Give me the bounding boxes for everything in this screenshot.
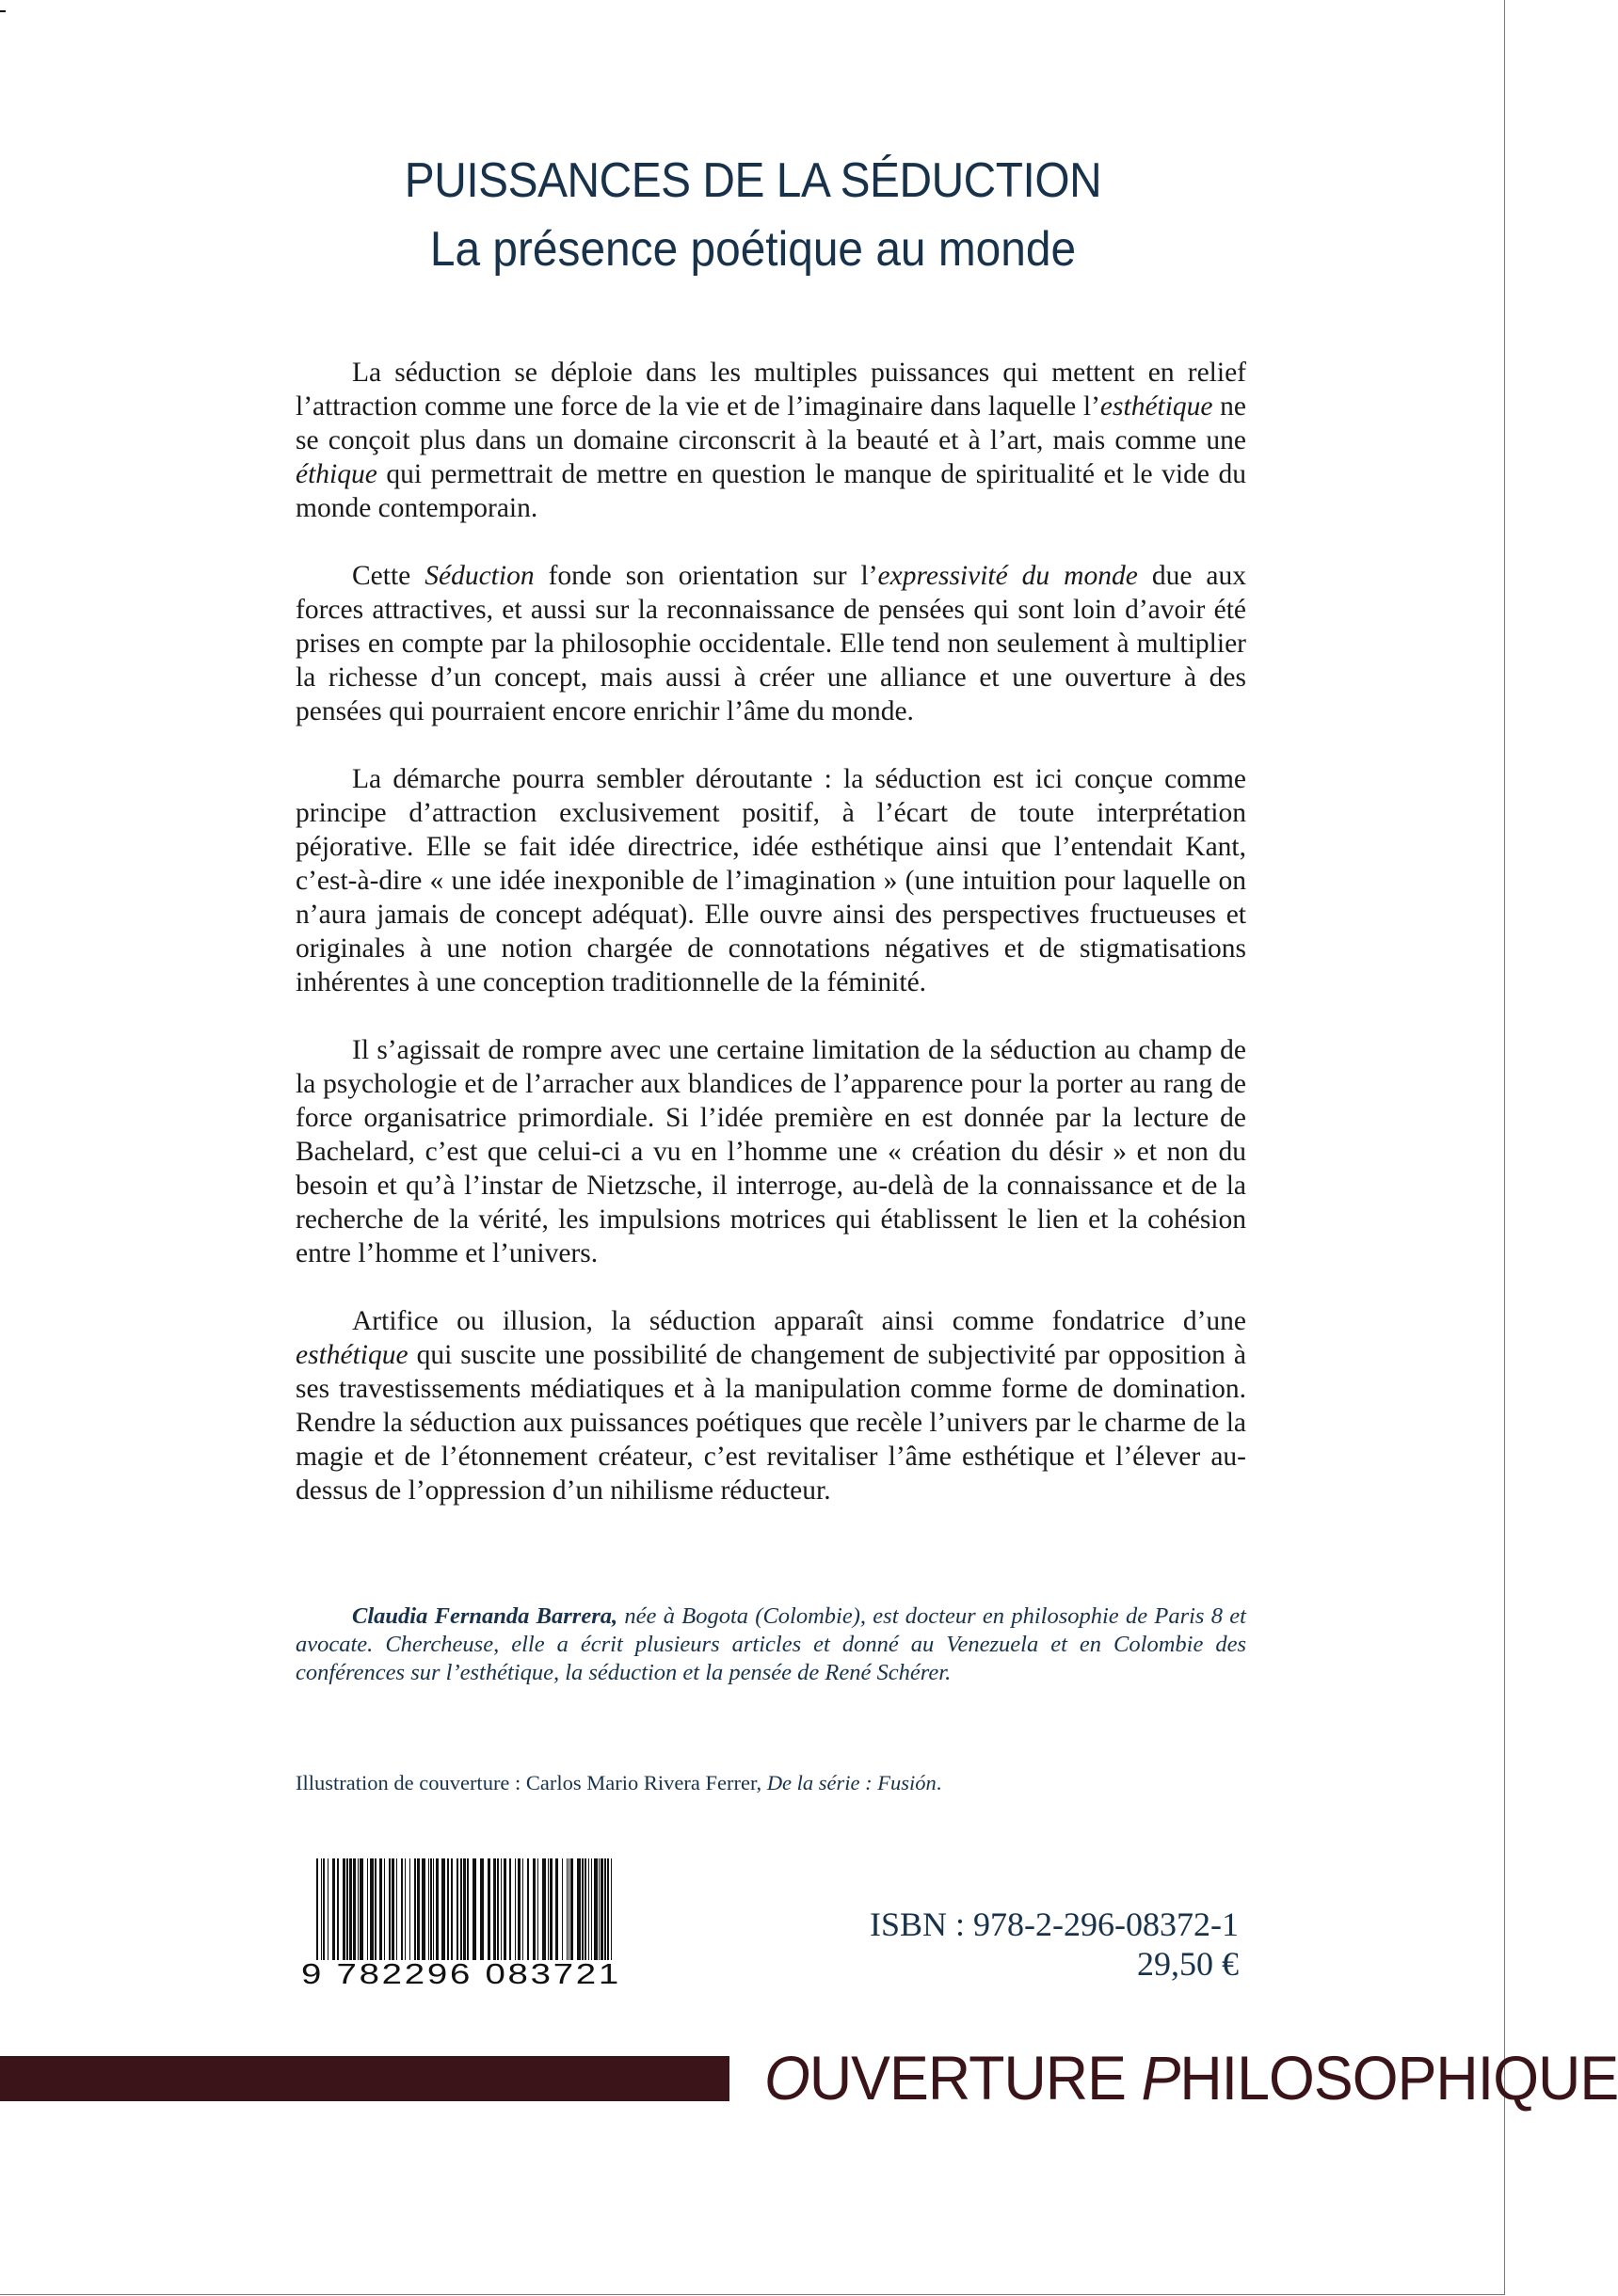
barcode-bar [533,1858,536,1960]
text-run-0: Cette [352,561,425,591]
barcode-bar [467,1858,469,1960]
text-run-2: qui suscite une possibilité de changement de subjectivité par opposition à ses travestissements médiatiques et à la manipulation comme forme de domination. Rendre la séduction aux puissances poétiques que recèle l’univers par le charme de la magie et de l’étonnement créateur, c’est revitaliser l’âme esthétique et l’élever au-dessus de l’oppression d’un nihilisme réducteur. [296,1340,1246,1506]
barcode-bars [316,1858,612,1973]
barcode-bar [488,1858,490,1960]
blurb [296,356,1246,1541]
barcode-bar [515,1858,516,1960]
barcode-bar [367,1858,368,1960]
price: 29,50 € [1137,1945,1239,1983]
author-bio-text: née à Bogota (Colombie), est docteur en philosophie de Paris 8 et avocate. Chercheuse, elle a écrit plusieurs articles et donné au Venezuela et en Colombie des conférences sur l’esthétique, la séduction et la pensée de René Schérer. [296,1603,1246,1685]
text-run-4: qui permettrait de mettre en question le manque de spiritualité et le vide du monde contemporain. [296,459,1246,523]
barcode-bar [451,1858,453,1960]
series-initial-o: O [764,2043,809,2113]
italic-run-1: esthétique [296,1340,409,1370]
barcode-bar [518,1858,521,1973]
barcode-bar [501,1858,502,1960]
author-bio [296,1602,1246,1687]
barcode-bar [493,1858,496,1960]
text-run-2: fonde son orientation sur l’ [534,561,878,591]
italic-run-3: expressivité du monde [877,561,1138,591]
italic-run-3: éthique [296,459,377,489]
paragraph-3: La démarche pourra sembler déroutante : la séduction est ici conçue comme principe d’attraction exclusivement positif, à l’écart de toute interprétation péjorative. Elle se fait idée directrice, idée esthétique ainsi que l’entendait Kant, c’est-à-dire « une idée inexponible de l’imagination » (une intuition pour laquelle on n’aura jamais de concept adéquat). Elle ouvre ainsi des perspectives fructueuses et originales à une notion chargée de connotations négatives et de stigmatisations inhérentes à une conception traditionnelle de la féminité. [296,764,1246,997]
barcode-bar [422,1858,425,1960]
illustration-work: De la série : Fusión [766,1771,937,1794]
barcode-bar [430,1858,432,1960]
barcode-bar [384,1858,385,1960]
illustration-label: Illustration de couverture : Carlos Mario Rivera Ferrer, [296,1771,767,1794]
barcode-bar [457,1858,458,1960]
barcode-bar [360,1858,363,1960]
barcode-bar [473,1858,476,1960]
barcode-bar [594,1858,598,1960]
barcode-bar [392,1858,394,1960]
barcode-bar [463,1858,466,1960]
barcode-bar [349,1858,352,1960]
barcode-bar [555,1858,558,1960]
text-run-4: due aux forces attractives, et aussi sur la reconnaissance de pensées qui sont loin d’avoir été prises en compte par la philosophie occidentale. Elle tend non seulement à multiplier la richesse d’un concept, mais aussi à créer une alliance et une ouverture à des pensées qui pourraient encore enrichir l’âme du monde. [296,561,1246,726]
barcode-bar [428,1858,429,1960]
barcode-bar [414,1858,416,1960]
text-run-2: ne se conçoit plus dans un domaine circonscrit à la beauté et à l’art, mais comme une [296,391,1247,455]
illustration-end: . [936,1771,942,1794]
barcode-bar [550,1858,553,1960]
barcode-bar [417,1858,420,1960]
barcode-bar [346,1858,348,1960]
barcode-bar [436,1858,439,1960]
barcode-bar [460,1858,462,1960]
barcode-bar [480,1858,484,1960]
title-main: PUISSANCES DE LA SÉDUCTION [404,153,1102,208]
barcode-bar [447,1858,449,1960]
series-word-1: UVERTURE [809,2043,1142,2113]
barcode-bar [321,1858,322,1960]
series-band [0,2056,729,2101]
barcode-bar [509,1858,511,1960]
barcode-bar [337,1858,339,1960]
barcode-bar [504,1858,506,1960]
barcode-bar [375,1858,376,1960]
barcode-bar [370,1858,374,1960]
barcode-bar [522,1858,523,1960]
barcode-bar [607,1858,609,1960]
barcode-bar [389,1858,391,1960]
crop-mark [0,10,6,12]
barcode-bar [542,1858,546,1960]
barcode-bar [599,1858,600,1960]
barcode-bar [604,1858,606,1960]
barcode-bar [567,1858,568,1960]
barcode-bar [396,1858,397,1960]
paragraph-4: Il s’agissait de rompre avec une certaine limitation de la séduction au champ de la psychologie et de l’arracher aux blandices de l’apparence pour la porter au rang de force organisatrice primordiale. Si l’idée première en est donnée par la lecture de Bachelard, c’est que celui-ci a vu en l’homme une « création du désir » et non du besoin et qu’à l’instar de Nietzsche, il interroge, au-delà de la connaissance et de la recherche de la vérité, les impulsions motrices qui établissent le lien et la cohésion entre l’homme et l’univers. [296,1035,1246,1268]
barcode-bar [537,1858,538,1960]
barcode-bar [433,1858,434,1960]
barcode-bar [379,1858,382,1960]
barcode-digits: 9 782296 083721 [301,1957,621,1990]
barcode-bar [562,1858,563,1960]
barcode-bar [316,1858,318,1973]
series-word-2: HILOSOPHIQUE [1179,2043,1618,2113]
barcode-bar [405,1858,406,1960]
italic-run-1: esthétique [1099,391,1213,422]
barcode-bar [358,1858,359,1960]
text-run-0: La séduction se déploie dans les multiples puissances qui mettent en relief l’attraction comme une force de la vie et de l’imaginaire dans laquelle l’ [296,358,1246,422]
barcode-bar [497,1858,499,1960]
author-name: Claudia Fernanda Barrera, [352,1603,618,1629]
barcode-bar [611,1858,612,1960]
barcode-bar [548,1858,549,1960]
barcode-bar [353,1858,356,1960]
barcode-bar [332,1858,335,1960]
isbn-number: ISBN : 978-2-296-08372-1 [870,1905,1239,1943]
barcode-bar [582,1858,584,1960]
barcode-bar [577,1858,581,1960]
text-run-0: Artifice ou illusion, la séduction apparaît ainsi comme fondatrice d’une [352,1306,1246,1336]
barcode-bar [343,1858,345,1960]
barcode-bar [409,1858,410,1960]
barcode-bar [570,1858,573,1960]
barcode-bar [585,1858,586,1960]
series-name [764,2040,1618,2115]
barcode-bar [601,1858,603,1960]
barcode-bar [323,1858,325,1973]
paragraph-5 [296,1304,1246,1507]
illustration-credit [296,1769,1246,1797]
series-initial-p: P [1141,2043,1180,2113]
paragraph-1 [296,356,1246,525]
barcode-bar [591,1858,592,1960]
paragraph-2 [296,559,1246,728]
title-subtitle: La présence poétique au monde [429,222,1077,277]
book-title [0,151,1506,280]
italic-run-1: Séduction [425,561,535,591]
barcode [296,1858,627,1990]
isbn-block [870,1905,1239,1984]
barcode-bar [401,1858,403,1960]
barcode-bar [441,1858,445,1960]
barcode-bar [588,1858,589,1960]
barcode-bar [527,1858,529,1973]
